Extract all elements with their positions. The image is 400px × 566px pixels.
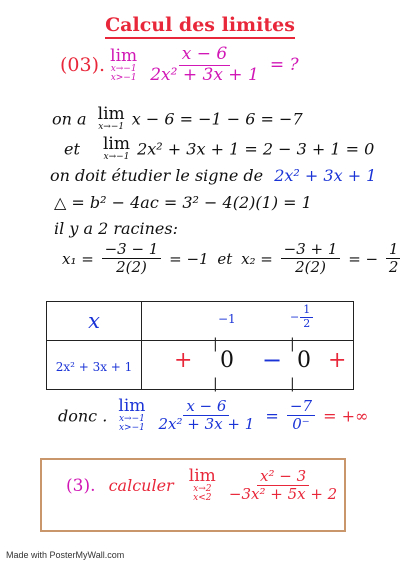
step-sign-study bbox=[50, 166, 376, 185]
header-label-cell bbox=[47, 302, 142, 341]
footer-credit: Made with PosterMyWall.com bbox=[6, 550, 125, 560]
lim-word: lim bbox=[110, 45, 138, 66]
root1-fraction bbox=[102, 241, 162, 277]
question-mark: = ? bbox=[269, 55, 299, 76]
step-expression: 2x² + 3x + 1 bbox=[274, 166, 377, 185]
result-fraction bbox=[287, 398, 315, 434]
fraction-denominator: 2 bbox=[303, 316, 311, 330]
lim-subscript: x→−1 bbox=[103, 152, 130, 162]
sign-table-expression-row bbox=[47, 341, 354, 390]
limit-operator bbox=[98, 106, 125, 132]
row-signs-cell bbox=[142, 341, 354, 390]
root1-label: x₁ = bbox=[62, 249, 94, 268]
fraction-numerator: −3 + 1 bbox=[281, 241, 341, 259]
sign-plus-right: + bbox=[328, 348, 347, 373]
sign-table-header-row bbox=[47, 302, 354, 341]
sign-plus-left: + bbox=[174, 348, 193, 373]
roots-intro: il y a 2 racines: bbox=[54, 219, 178, 238]
step-prefix: et bbox=[64, 139, 80, 159]
discriminant-line: △ = b² − 4ac = 3² − 4(2)(1) = 1 bbox=[54, 193, 312, 212]
exercise-03 bbox=[60, 45, 299, 85]
root2-dash-top: | bbox=[290, 336, 295, 352]
step-expression: x − 6 = −1 − 6 = −7 bbox=[131, 109, 303, 129]
step-prefix: on a bbox=[52, 109, 87, 129]
step-limit-numerator bbox=[52, 106, 303, 132]
step-expression: 2x² + 3x + 1 = 2 − 3 + 1 = 0 bbox=[137, 139, 375, 159]
header-values-cell bbox=[142, 302, 354, 341]
root1-value: = −1 bbox=[169, 249, 209, 268]
result-infinity: = +∞ bbox=[323, 406, 369, 426]
root2-dash-bottom: | bbox=[290, 376, 295, 392]
root2-marker bbox=[290, 304, 314, 330]
page-title bbox=[0, 14, 400, 36]
fraction-numerator: −7 bbox=[287, 398, 315, 416]
fraction-denominator: 2x² + 3x + 1 bbox=[158, 415, 255, 434]
limit-operator bbox=[189, 468, 216, 503]
conclusion-fraction bbox=[156, 398, 258, 434]
variable-label: x bbox=[88, 309, 100, 333]
fraction-numerator: 1 bbox=[300, 304, 313, 318]
root2-fraction bbox=[281, 241, 341, 277]
sign-table bbox=[46, 301, 354, 390]
limit-operator bbox=[103, 136, 130, 162]
fraction-numerator: x² − 3 bbox=[257, 468, 309, 486]
exercise-number: (3). bbox=[66, 475, 96, 496]
zero-root1: 0 bbox=[220, 348, 234, 373]
sign-minus-middle: − bbox=[262, 346, 283, 374]
fraction-denominator: 2 bbox=[388, 258, 399, 277]
fraction-denominator: 2x² + 3x + 1 bbox=[150, 64, 259, 85]
lim-word: lim bbox=[97, 104, 125, 124]
fraction-denominator: 0⁻ bbox=[292, 415, 310, 434]
fraction-numerator: x − 6 bbox=[179, 45, 230, 66]
fraction-denominator: 2(2) bbox=[116, 258, 147, 277]
fraction-denominator: −3x² + 5x + 2 bbox=[228, 485, 338, 504]
root2-equals: = − bbox=[348, 249, 379, 268]
step-limit-denominator bbox=[64, 136, 374, 162]
lim-subscript-condition: x>−1 bbox=[118, 423, 145, 434]
root2-value-fraction bbox=[386, 241, 400, 277]
root2-label: x₂ = bbox=[241, 249, 273, 268]
step-text: on doit étudier le signe de bbox=[50, 166, 264, 185]
fraction-numerator: 1 bbox=[386, 241, 400, 259]
roots-line bbox=[62, 241, 400, 277]
exercise-number: (03). bbox=[60, 54, 106, 77]
root1-dash-top: | bbox=[213, 336, 218, 352]
lim-subscript: x→−1 bbox=[118, 414, 145, 425]
limit-operator bbox=[118, 398, 145, 433]
row-expression-label: 2x² + 3x + 1 bbox=[55, 359, 133, 374]
title-text: Calcul des limites bbox=[105, 14, 295, 39]
exercise-verb: calculer bbox=[108, 476, 174, 496]
fraction-numerator: x − 6 bbox=[183, 398, 229, 416]
lim-word: lim bbox=[188, 466, 216, 487]
lim-subscript-condition: x>−1 bbox=[110, 72, 137, 83]
equals-sign: = bbox=[265, 406, 279, 426]
lim-subscript: x→−1 bbox=[98, 122, 125, 132]
root1-marker: −1 bbox=[218, 312, 236, 326]
lim-word: lim bbox=[118, 396, 146, 417]
limit-fraction bbox=[147, 45, 262, 85]
conclusion-prefix: donc . bbox=[58, 406, 108, 426]
root1-dash-bottom: | bbox=[213, 376, 218, 392]
limit-operator bbox=[110, 45, 138, 83]
row-label-cell bbox=[47, 341, 142, 390]
lim-subscript: x→−1 bbox=[110, 63, 137, 74]
lim-word: lim bbox=[103, 134, 130, 154]
exercise-3-fraction bbox=[226, 468, 340, 504]
lim-subscript-condition: x<2 bbox=[193, 493, 212, 504]
conclusion-line bbox=[58, 398, 368, 434]
root2-fraction bbox=[300, 304, 313, 330]
fraction-numerator: −3 − 1 bbox=[102, 241, 162, 259]
root2-sign: − bbox=[290, 310, 300, 324]
roots-connector: et bbox=[217, 249, 233, 268]
zero-root2: 0 bbox=[297, 348, 311, 373]
lim-subscript: x→2 bbox=[193, 484, 212, 495]
exercise-3 bbox=[66, 468, 343, 504]
fraction-denominator: 2(2) bbox=[295, 258, 326, 277]
